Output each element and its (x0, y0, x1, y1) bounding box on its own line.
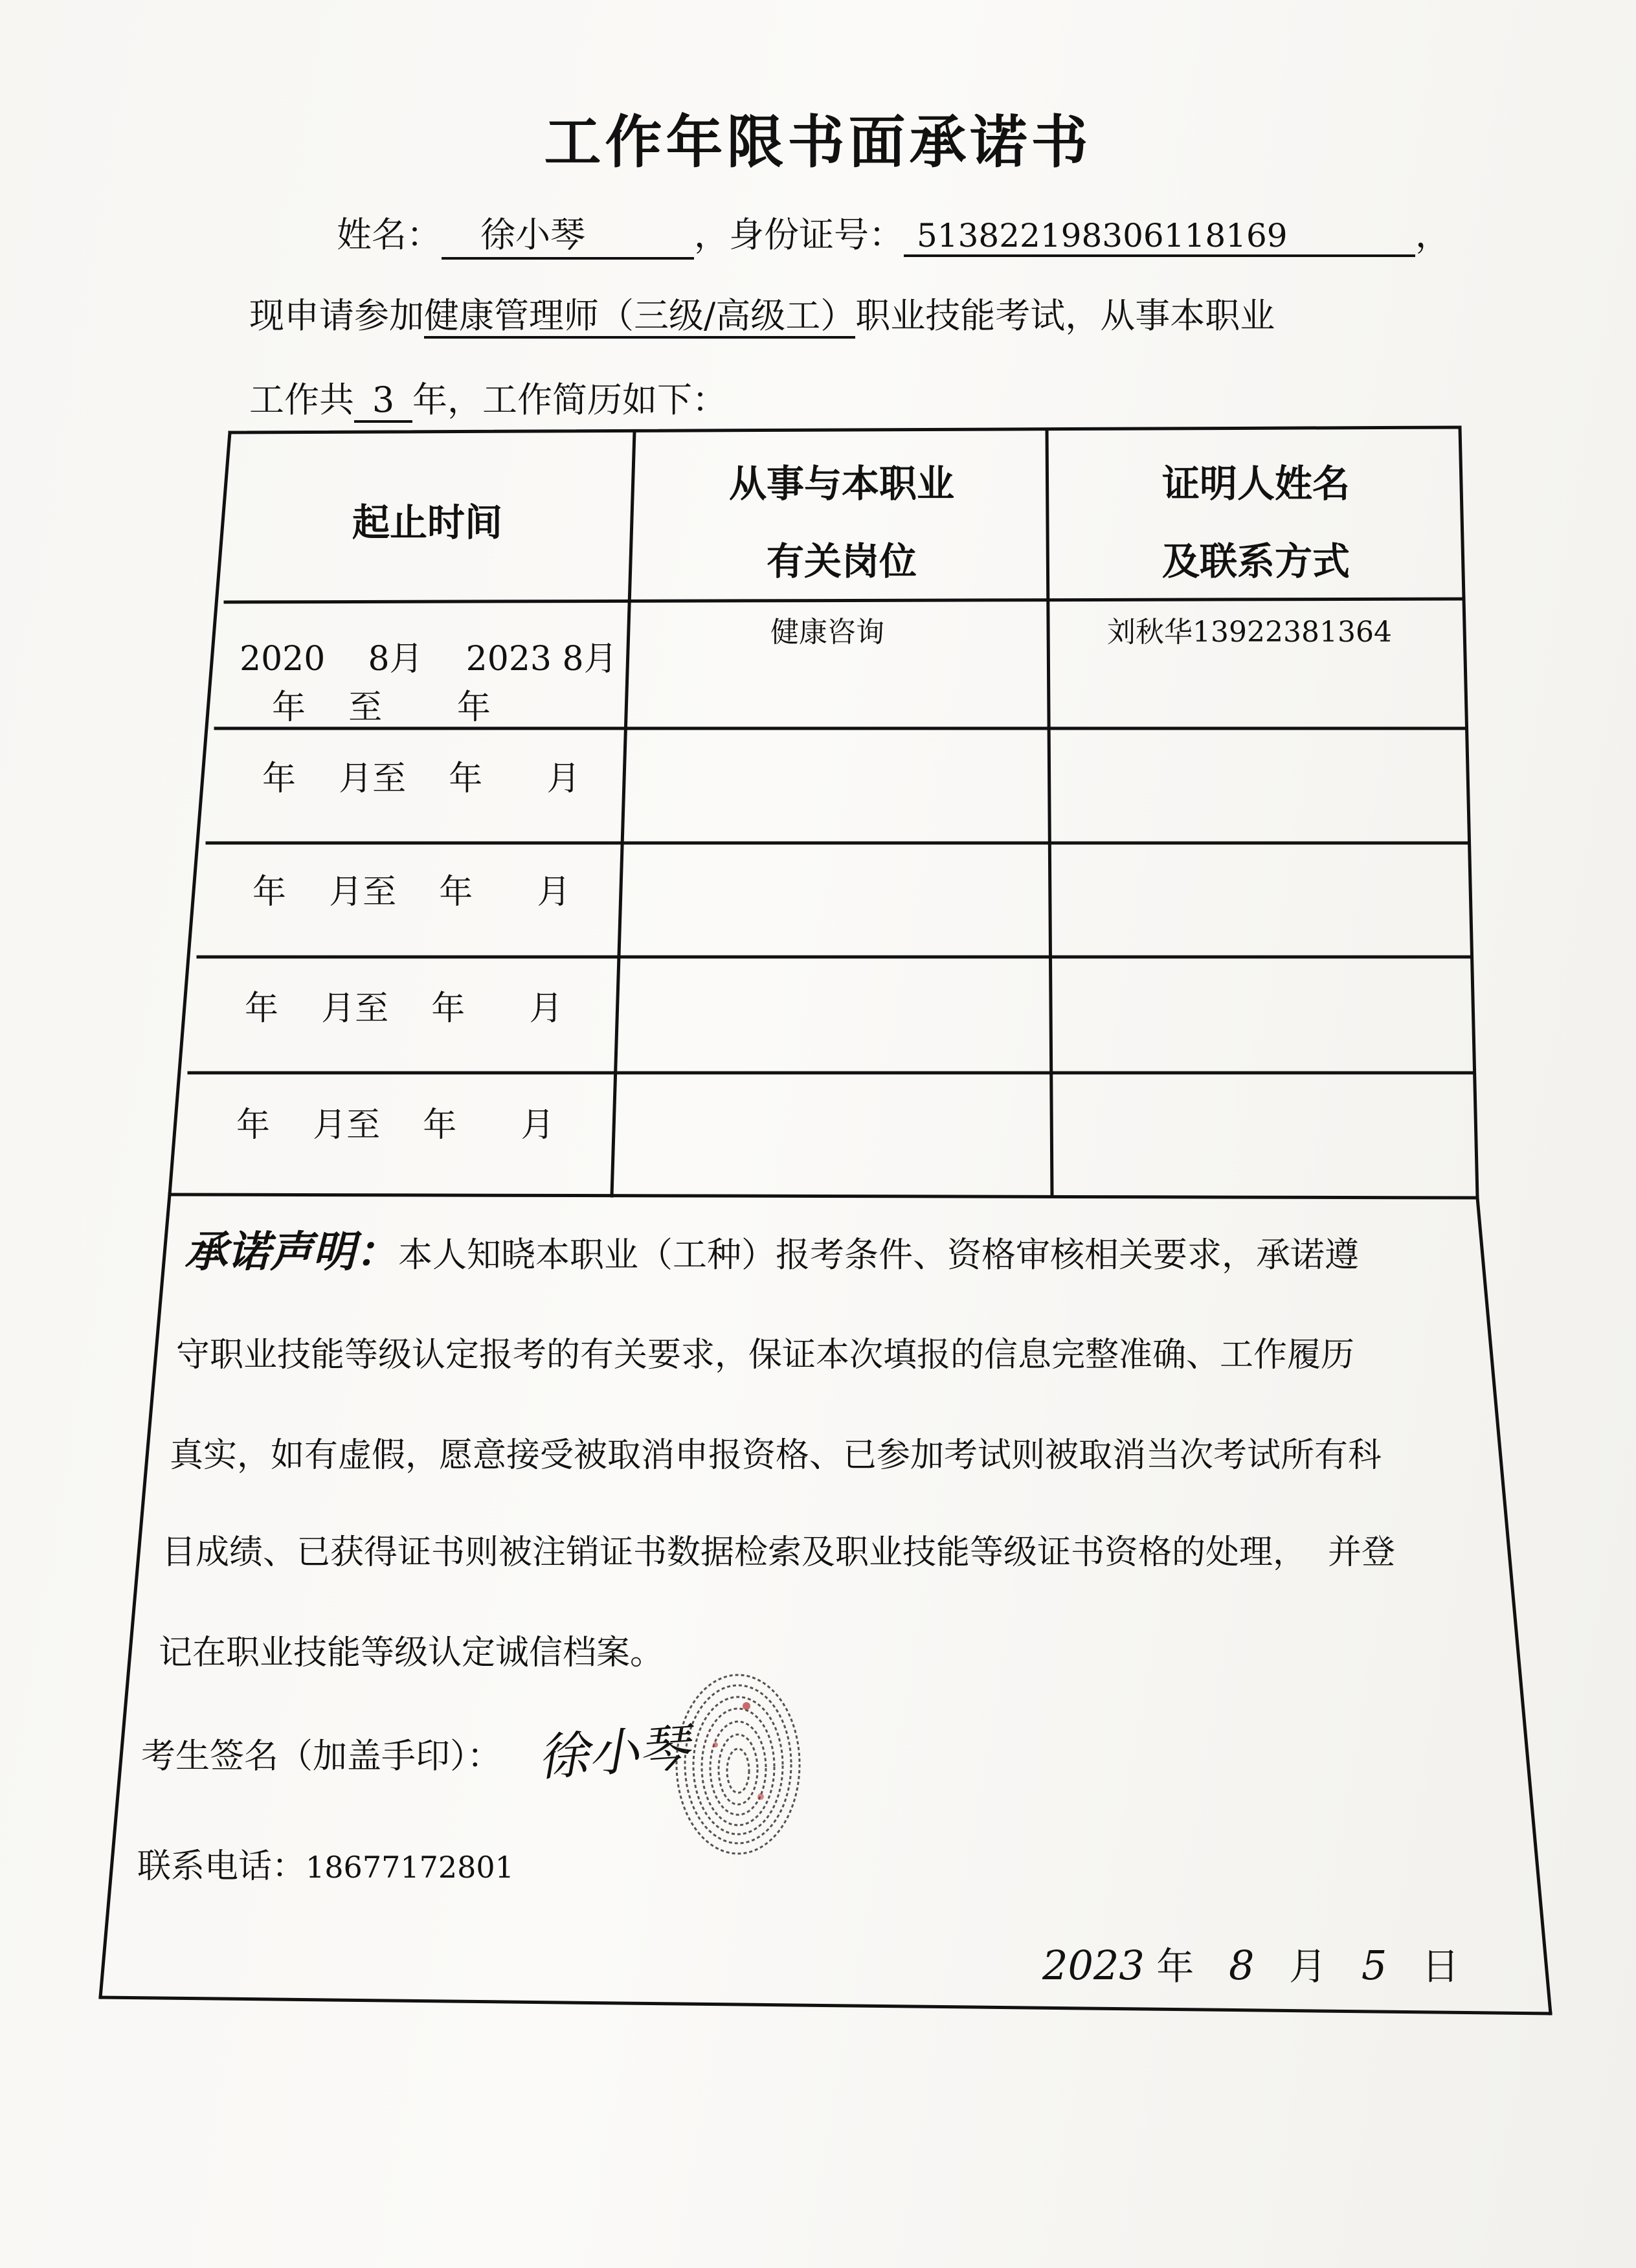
row1-witness: 刘秋华13922381364 (1107, 616, 1392, 649)
row2-period: 年 月至 年 月 (262, 759, 581, 798)
apply-prefix: 现申请参加 (249, 295, 424, 336)
years-value: 3 (354, 379, 412, 423)
handwritten-signature: 徐小琴 (535, 1718, 691, 1788)
phone-label: 联系电话： (137, 1847, 306, 1886)
row1-position: 健康咨询 (770, 616, 884, 649)
header-position-line1: 从事与本职业 (728, 462, 954, 506)
id-label: ，身份证号： (694, 214, 904, 255)
date-year: 2023 (1042, 1942, 1145, 1989)
name-value: 徐小琴 (442, 207, 694, 260)
pledge-text-1: 本人知晓本职业（工种）报考条件、资格审核相关要求，承诺遵 (398, 1235, 1359, 1275)
pledge-line-1 (185, 1217, 1359, 1279)
document-title: 工作年限书面承诺书 (544, 109, 1092, 175)
row1-period-line2: 年 至 年 (272, 688, 491, 727)
date-day-label: 日 (1422, 1944, 1460, 1988)
exam-name: 健康管理师（三级/高级工） (424, 295, 855, 339)
phone-value: 18677172801 (306, 1850, 514, 1885)
header-witness-line1: 证明人姓名 (1161, 462, 1350, 506)
date-day: 5 (1361, 1942, 1387, 1989)
phone-line (137, 1839, 514, 1887)
id-value: 513822198306118169 (904, 217, 1415, 257)
signature-label: 考生签名（加盖手印）： (141, 1736, 502, 1776)
date-month: 8 (1228, 1942, 1255, 1989)
header-period: 起止时间 (352, 500, 502, 545)
row3-period: 年 月至 年 月 (252, 873, 571, 912)
pledge-line-2: 守职业技能等级认定报考的有关要求，保证本次填报的信息完整准确、工作履历 (176, 1336, 1355, 1375)
header-position-line2: 有关岗位 (766, 539, 917, 583)
pledge-line-3: 真实，如有虚假，愿意接受被取消申报资格、已参加考试则被取消当次考试所有科 (170, 1436, 1382, 1475)
header-witness-line2: 及联系方式 (1161, 539, 1350, 583)
row4-period: 年 月至 年 月 (245, 989, 563, 1028)
date-year-label: 年 (1156, 1944, 1194, 1988)
date-line (1042, 1936, 1459, 1990)
row1-period-line1: 2020 8月 2023 8月 (240, 640, 618, 679)
fingerprint-stamp (670, 1667, 806, 1861)
pledge-heading: 承诺声明： (185, 1227, 398, 1277)
years-suffix: 年，工作简历如下： (412, 379, 727, 420)
years-prefix: 工作共 (249, 379, 354, 420)
name-label: 姓名： (337, 214, 442, 255)
date-month-label: 月 (1289, 1944, 1327, 1988)
pledge-line-5: 记在职业技能等级认定诚信档案。 (159, 1634, 664, 1672)
pledge-line-4: 目成绩、已获得证书则被注销证书数据检索及职业技能等级证书资格的处理， 并登 (162, 1533, 1396, 1572)
id-tail: ， (1415, 214, 1450, 255)
row5-period: 年 月至 年 月 (236, 1106, 555, 1145)
apply-suffix: 职业技能考试，从事本职业 (855, 295, 1275, 336)
